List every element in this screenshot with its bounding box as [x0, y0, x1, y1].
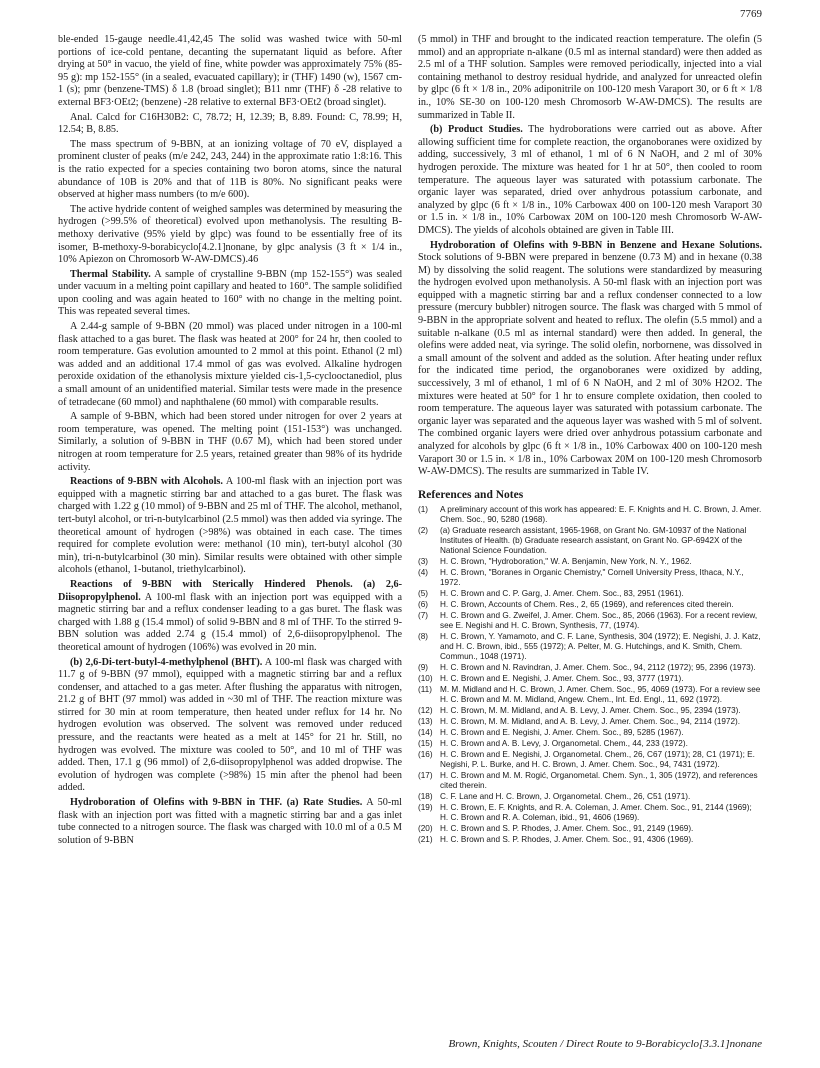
- body-paragraph: [58, 797, 402, 847]
- reference-item: [418, 557, 762, 567]
- body-paragraph: [418, 34, 762, 122]
- reference-item: [418, 750, 762, 770]
- reference-text: (a) Graduate research assistant, 1965-1968, on Grant No. GM-10937 of the National Institutes of Health. (b) Graduate research assistant, on Grant No. GP-6942X of the National Science Foundation.: [440, 525, 747, 555]
- reference-number: (14): [418, 727, 433, 737]
- reference-number: (3): [418, 556, 429, 566]
- reference-number: (18): [418, 791, 433, 801]
- run-in-heading: Reactions of 9-BBN with Alcohols.: [70, 476, 223, 488]
- running-footer: Brown, Knights, Scouten / Direct Route to 9-Borabicyclo[3.3.1]nonane: [448, 1038, 762, 1050]
- reference-item: [418, 505, 762, 525]
- paragraph-text: Stock solutions of 9-BBN were prepared in benzene (0.73 M) and in hexane (0.38 M) by dissolving the solid reagent. The solutions were standardized by measuring the hydrogen evolved upon methanolysis. A 50-ml flask with an injection port was equipped with a magnetic stirring bar and a reflux condenser connected to a low pressure (mercury bubbler) nitrogen source. The flask was charged with 5 mmol of 9-BBN in the appropriate solvent and heated to reflux. The olefin (5.5 mmol) and a suitable n-alkane (0.5 ml as internal standard) were then added. In general, the olefins were added neat, via syringe. The solid olefin, norbornene, was dissolved in a small amount of the solvent and added as the solution. After heating under reflux for the indicated time period, the organoboranes were oxidized by adding, successively, 3 ml of ethanol, 1 ml of 6 N NaOH, and 2 ml of 30% H2O2. The mixtures were heated at 50° for 1 hr to ensure complete oxidation, then cooled to room temperature. The aqueous layer was saturated with potassium carbonate. The organic layer was separated and the aqueous layer was washed with 5 ml of solvent. The combined organic layers were dried over anhydrous potassium carbonate and analyzed for alcohols by glpc (6 ft × 1/8 in., 10% Carbowax 400 on 100-120 mesh Varaport 30 or 1.5 in. × 1/8 in., 10% Carbowax 20M on 100-120 mesh Chromosorb W-AW-DMCS). The results are summarized in Table IV.: [418, 252, 762, 478]
- left-column: [58, 34, 402, 849]
- reference-item: [418, 835, 762, 845]
- run-in-heading: Thermal Stability.: [70, 268, 151, 280]
- reference-item: [418, 771, 762, 791]
- right-column-body: [418, 34, 762, 479]
- paragraph-text: A 100-ml flask with an injection port was equipped with a magnetic stirring bar and a reflux condenser leading to a gas buret. The flask was charged with 1.88 g (15.4 mmol) of solid 9-BBN and 8 ml of THF. To the stirred 9-BBN solution was added 2.74 g (15.4 mmol) of 2,6-diisopropylphenol. The theoretical amount of hydrogen (106%) was evolved in 20 min.: [58, 591, 402, 653]
- reference-text: A preliminary account of this work has appeared: E. F. Knights and H. C. Brown, J. Amer. Chem. Soc., 90, 5280 (1968).: [440, 504, 762, 524]
- run-in-heading: Reactions of 9-BBN with Sterically Hindered Phenols. (a) 2,6-Diisopropylphenol.: [58, 578, 402, 603]
- reference-item: [418, 739, 762, 749]
- reference-text: H. C. Brown and E. Negishi, J. Amer. Chem. Soc., 89, 5285 (1967).: [440, 727, 684, 737]
- paragraph-text: The hydroborations were carried out as above. After allowing sufficient time for complete reaction, the organoboranes were oxidized by adding, successively, 3 ml of ethanol, 1 ml of 6 N NaOH, and 2 ml of 30% hydrogen peroxide. The mixture was heated for 1 hr at 50°, then cooled to room temperature. The aqueous layer was saturated with potassium carbonate. The organic layer was separated, dried over anhydrous potassium carbonate, and analyzed by glpc (6 ft × 1/8 in., 10% Carbowax 400 on 100-120 mesh Varaport 30 or 1.5 in. × 1/8 in., 10% Carbowax 20M on 100-120 mesh Chromosorb W-AW-DMCS). The yields of alcohols obtained are given in Table III.: [418, 124, 762, 236]
- paragraph-text: (5 mmol) in THF and brought to the indicated reaction temperature. The olefin (5 mmol) and an appropriate n-alkane (0.5 ml as internal standard) were then added as 2.5 ml of a THF solution. Samples were removed periodically, injected into a vial containing methanol to destroy residual hydride, and analyzed for unreacted olefin by glpc (6 ft × 1/8 in., 20% adiponitrile on 100-120 mesh Varaport 30, or 6 ft × 1/8 in., 10% SE-30 on 100-120 mesh Chromosorb W-AW-DMCS). The results are summarized in Table II.: [418, 34, 762, 121]
- page-number: 7769: [740, 8, 762, 20]
- right-column: [418, 34, 762, 846]
- reference-number: (20): [418, 823, 433, 833]
- reference-text: H. C. Brown, E. F. Knights, and R. A. Coleman, J. Amer. Chem. Soc., 91, 2144 (1969); H. C. Brown and R. A. Coleman, ibid., 91, 4606 (1969).: [440, 802, 752, 822]
- paragraph-text: A 100-ml flask was charged with 11.7 g of 9-BBN (97 mmol), equipped with a magnetic stirring bar and a reflux condenser, and attached to a gas meter. After flushing the apparatus with nitrogen, 21.2 g of BHT (97 mmol) was added in ~30 ml of THF. The reaction mixture was stirred for 30 min at room temperature, then heated under reflux for 14 hr. No hydrogen evolution was observed. The solvent was removed under reduced pressure, and the reactants were heated as a melt at 145° for 21 hr. Still, no hydrogen was evolved. The mixture was cooled to 50°, and 10 ml of THF was added. Then, 17.1 g (96 mmol) of 2,6-diisopropylphenol was added dropwise. The evolution of hydrogen was complete (>98%) 15 min after the phenol had been added.: [58, 656, 402, 794]
- reference-text: H. C. Brown and E. Negishi, J. Amer. Chem. Soc., 93, 3777 (1971).: [440, 673, 684, 683]
- paragraph-text: A 50-ml flask with an injection port was fitted with a magnetic stirring bar and a gas inlet tube connected to a nitrogen source. The flask was charged with 10.0 ml of a 0.5 M solution of 9-BBN: [58, 797, 402, 846]
- reference-item: [418, 717, 762, 727]
- paragraph-text: The mass spectrum of 9-BBN, at an ionizing voltage of 70 eV, displayed a prominent cluster of peaks (m/e 242, 243, 244) in the approximate ratio 1:8:16. This is the ratio expected for a species containing two boron atoms, since the natural abundance of 10B is 20% and that of 11B is 80%. No significant peaks were observed at higher mass numbers (to m/e 600).: [58, 138, 402, 201]
- reference-item: [418, 600, 762, 610]
- body-paragraph: [58, 269, 402, 319]
- reference-text: H. C. Brown and A. B. Levy, J. Organometal. Chem., 44, 233 (1972).: [440, 738, 688, 748]
- body-paragraph: [418, 124, 762, 237]
- paragraph-text: ble-ended 15-gauge needle.41,42,45 The solid was washed twice with 50-ml portions of ice-cold pentane, decanting the supernatant liquid as before. After drying at 50° in vacuo, the yield of fine, white powder was approximately 75% (85-95 g): mp 152-155° (in a sealed, evacuated capillary); ir (THF) 1490 (w), 1567 cm-1 (s); pmr (benzene-TMS) δ 1.8 (broad singlet); B11 nmr (THF) δ -28 relative to external BF3·OEt2; (benzene) -28 relative to external BF3·OEt2 (broad singlet).: [58, 34, 402, 108]
- reference-text: H. C. Brown, "Hydroboration," W. A. Benjamin, New York, N. Y., 1962.: [440, 556, 692, 566]
- reference-text: M. M. Midland and H. C. Brown, J. Amer. Chem. Soc., 95, 4069 (1973). For a review see H. C. Brown and M. M. Midland, Angew. Chem., Int. Ed. Engl., 11, 692 (1972).: [440, 684, 761, 704]
- paragraph-text: A sample of 9-BBN, which had been stored under nitrogen for over 2 years at room temperature, was opened. The melting point (151-153°) was unchanged. Similarly, a solution of 9-BBN in THF (0.67 M), which had been stored under nitrogen at room temperature for 2.5 years, retained greater than 98% of its hydride activity.: [58, 411, 402, 473]
- paragraph-text: A 100-ml flask with an injection port was equipped with a magnetic stirring bar and attached to a gas buret. The flask was charged with 1.22 g (10 mmol) of 9-BBN and 25 ml of THF. The alcohol, methanol, tert-butyl alcohol, or tri-n-butylcarbinol (2.5 mmol) was then added via syringe. The theoretical amount of hydrogen (>98%) was obtained in each case. The times required for complete evolution were: methanol (10 min), tert-butyl alcohol (30 min), tri-n-butylcarbinol (30 min). Similar results were obtained with other simple alcohols (ethanol, 1-butanol, triethylcarbinol).: [58, 476, 402, 576]
- reference-number: (21): [418, 834, 433, 844]
- reference-item: [418, 526, 762, 556]
- reference-number: (17): [418, 770, 433, 780]
- run-in-heading: Hydroboration of Olefins with 9-BBN in THF. (a) Rate Studies.: [70, 797, 363, 809]
- reference-item: [418, 589, 762, 599]
- body-paragraph: [58, 34, 402, 110]
- reference-number: (1): [418, 504, 429, 514]
- body-paragraph: [58, 657, 402, 796]
- body-paragraph: [58, 204, 402, 267]
- reference-text: H. C. Brown and E. Negishi, J. Organometal. Chem., 26, C67 (1971); 28, C1 (1971); E. Negishi, P. L. Burke, and H. C. Brown, J. Amer. Chem. Soc., 94, 7431 (1972).: [440, 749, 755, 769]
- body-paragraph: [58, 579, 402, 655]
- reference-item: [418, 803, 762, 823]
- reference-number: (15): [418, 738, 433, 748]
- paragraph-text: A sample of crystalline 9-BBN (mp 152-155°) was sealed under vacuum in a melting point capillary and heated to 160°. The sample solidified upon cooling and was again heated to 160° with no change in the melting point. This was repeated several times.: [58, 268, 402, 318]
- paragraph-text: The active hydride content of weighed samples was determined by measuring the hydrogen (>99.5% of theoretical) evolved upon methanolysis. The resulting B-methoxy derivative (95% yield by glpc) was found to be essentially free of its isomer, B-methoxy-9-borabicyclo[4.2.1]nonane, by glpc analysis (3 ft × 1/4 in., 10% Apiezon on Chromosorb W-AW-DMCS).46: [58, 203, 402, 266]
- reference-number: (4): [418, 567, 429, 577]
- body-paragraph: [58, 112, 402, 137]
- reference-text: H. C. Brown and S. P. Rhodes, J. Amer. Chem. Soc., 91, 2149 (1969).: [440, 823, 694, 833]
- run-in-heading: Hydroboration of Olefins with 9-BBN in Benzene and Hexane Solutions.: [430, 239, 762, 251]
- paragraph-text: Anal. Calcd for C16H30B2: C, 78.72; H, 12.39; B, 8.89. Found: C, 78.99; H, 12.54; B, 8.85.: [58, 111, 402, 136]
- body-paragraph: [58, 321, 402, 409]
- body-paragraph: [58, 476, 402, 577]
- reference-number: (6): [418, 599, 429, 609]
- reference-number: (12): [418, 705, 433, 715]
- reference-text: H. C. Brown, M. M. Midland, and A. B. Levy, J. Amer. Chem. Soc., 95, 2394 (1973).: [440, 705, 741, 715]
- reference-number: (8): [418, 631, 429, 641]
- reference-number: (7): [418, 610, 429, 620]
- reference-number: (13): [418, 716, 433, 726]
- reference-number: (5): [418, 588, 429, 598]
- reference-number: (2): [418, 525, 429, 535]
- reference-number: (10): [418, 673, 433, 683]
- reference-number: (11): [418, 684, 432, 694]
- reference-item: [418, 792, 762, 802]
- reference-item: [418, 674, 762, 684]
- reference-item: [418, 685, 762, 705]
- reference-text: H. C. Brown, Y. Yamamoto, and C. F. Lane, Synthesis, 304 (1972); E. Negishi, J. J. Katz, and H. C. Brown, ibid., 555 (1972); A. Pelter, M. G. Hutchings, and K. Smith, Chem. Commun., 1048 (1971).: [440, 631, 761, 661]
- body-paragraph: [58, 139, 402, 202]
- body-paragraph: [58, 411, 402, 474]
- reference-item: [418, 568, 762, 588]
- reference-number: (16): [418, 749, 433, 759]
- reference-number: (19): [418, 802, 433, 812]
- references-heading: References and Notes: [418, 488, 524, 501]
- reference-item: [418, 632, 762, 662]
- reference-item: [418, 728, 762, 738]
- reference-text: H. C. Brown and C. P. Garg, J. Amer. Chem. Soc., 83, 2951 (1961).: [440, 588, 684, 598]
- reference-item: [418, 706, 762, 716]
- body-paragraph: [418, 240, 762, 479]
- reference-text: H. C. Brown and S. P. Rhodes, J. Amer. Chem. Soc., 91, 4306 (1969).: [440, 834, 694, 844]
- run-in-heading: (b) 2,6-Di-tert-butyl-4-methylphenol (BHT).: [70, 656, 263, 668]
- reference-text: C. F. Lane and H. C. Brown, J. Organometal. Chem., 26, C51 (1971).: [440, 791, 691, 801]
- reference-item: [418, 663, 762, 673]
- reference-text: H. C. Brown, Accounts of Chem. Res., 2, 65 (1969), and references cited therein.: [440, 599, 734, 609]
- reference-text: H. C. Brown and N. Ravindran, J. Amer. Chem. Soc., 94, 2112 (1972); 95, 2396 (1973).: [440, 662, 756, 672]
- reference-text: H. C. Brown and G. Zweifel, J. Amer. Chem. Soc., 85, 2066 (1963). For a recent review, see E. Negishi and H. C. Brown, Synthesis, 77, (1974).: [440, 610, 758, 630]
- paragraph-text: A 2.44-g sample of 9-BBN (20 mmol) was placed under nitrogen in a 100-ml flask attached to a gas buret. The flask was heated at 200° for 24 hr, then cooled to room temperature. Gas evolution amounted to 2 mmol at this point. Ethanol (2 ml) was added and an additional 17.4 mmol of gas was evolved. Alkaline hydrogen peroxide oxidation of the ethanolysis mixture yielded cis-1,5-cyclooctanediol, plus a small amount of an unidentified material. Similar tests were made in the presence of tetradecane (60 mmol) and naphthalene (60 mmol) with comparable results.: [58, 321, 402, 408]
- reference-list: [418, 505, 762, 845]
- reference-text: H. C. Brown, "Boranes in Organic Chemistry," Cornell University Press, Ithaca, N.Y., 1972.: [440, 567, 744, 587]
- reference-item: [418, 824, 762, 834]
- reference-item: [418, 611, 762, 631]
- reference-text: H. C. Brown, M. M. Midland, and A. B. Levy, J. Amer. Chem. Soc., 94, 2114 (1972).: [440, 716, 741, 726]
- run-in-heading: (b) Product Studies.: [430, 124, 523, 136]
- reference-number: (9): [418, 662, 429, 672]
- reference-text: H. C. Brown and M. M. Rogić, Organometal. Chem. Syn., 1, 305 (1972), and references cited therein.: [440, 770, 758, 790]
